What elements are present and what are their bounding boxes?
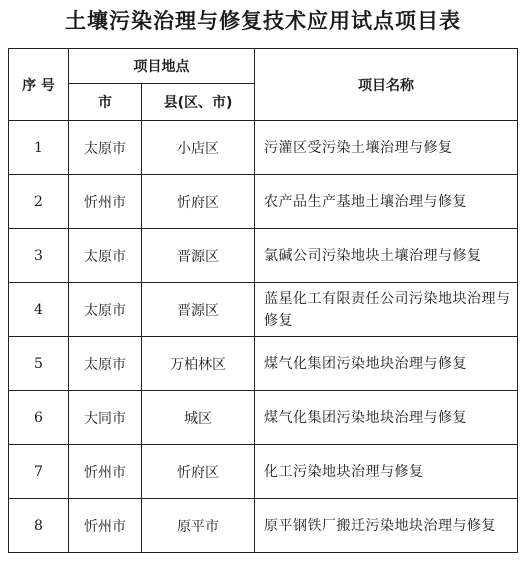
row-number: 2: [9, 175, 69, 229]
table-row: [9, 391, 518, 445]
row-project-name: 原平钢铁厂搬迁污染地块治理与修复: [255, 499, 518, 553]
row-county: 原平市: [142, 499, 255, 553]
row-city: 忻州市: [69, 499, 142, 553]
row-project-name: 化工污染地块治理与修复: [255, 445, 518, 499]
row-number: 8: [9, 499, 69, 553]
row-project-name: 氯碱公司污染地块土壤治理与修复: [255, 229, 518, 283]
header-index: 序 号: [9, 49, 69, 121]
row-number: 5: [9, 337, 69, 391]
row-city: 太原市: [69, 121, 142, 175]
row-county: 晋源区: [142, 229, 255, 283]
row-city: 太原市: [69, 337, 142, 391]
project-table: [8, 48, 518, 553]
row-county: 晋源区: [142, 283, 255, 337]
row-number: 3: [9, 229, 69, 283]
table-row: [9, 445, 518, 499]
row-city: 太原市: [69, 229, 142, 283]
row-project-name: 污灌区受污染土壤治理与修复: [255, 121, 518, 175]
header-county: 县(区、市): [142, 84, 255, 121]
row-county: 万柏林区: [142, 337, 255, 391]
row-city: 忻州市: [69, 175, 142, 229]
table-row: [9, 121, 518, 175]
header-location: 项目地点: [69, 49, 255, 84]
row-number: 4: [9, 283, 69, 337]
header-project-name: 项目名称: [255, 49, 518, 121]
row-county: 城区: [142, 391, 255, 445]
row-county: 忻府区: [142, 445, 255, 499]
header-city: 市: [69, 84, 142, 121]
document-title: 土壤污染治理与修复技术应用试点项目表: [65, 8, 461, 33]
row-project-name: 煤气化集团污染地块治理与修复: [255, 391, 518, 445]
row-city: 大同市: [69, 391, 142, 445]
row-city: 太原市: [69, 283, 142, 337]
row-project-name: 蓝星化工有限责任公司污染地块治理与修复: [255, 283, 518, 337]
table-row: [9, 283, 518, 337]
row-number: 7: [9, 445, 69, 499]
table-row: [9, 499, 518, 553]
table-row: [9, 337, 518, 391]
row-county: 忻府区: [142, 175, 255, 229]
table-row: [9, 175, 518, 229]
row-city: 忻州市: [69, 445, 142, 499]
row-project-name: 煤气化集团污染地块治理与修复: [255, 337, 518, 391]
row-number: 1: [9, 121, 69, 175]
row-county: 小店区: [142, 121, 255, 175]
row-project-name: 农产品生产基地土壤治理与修复: [255, 175, 518, 229]
row-number: 6: [9, 391, 69, 445]
table-row: [9, 229, 518, 283]
